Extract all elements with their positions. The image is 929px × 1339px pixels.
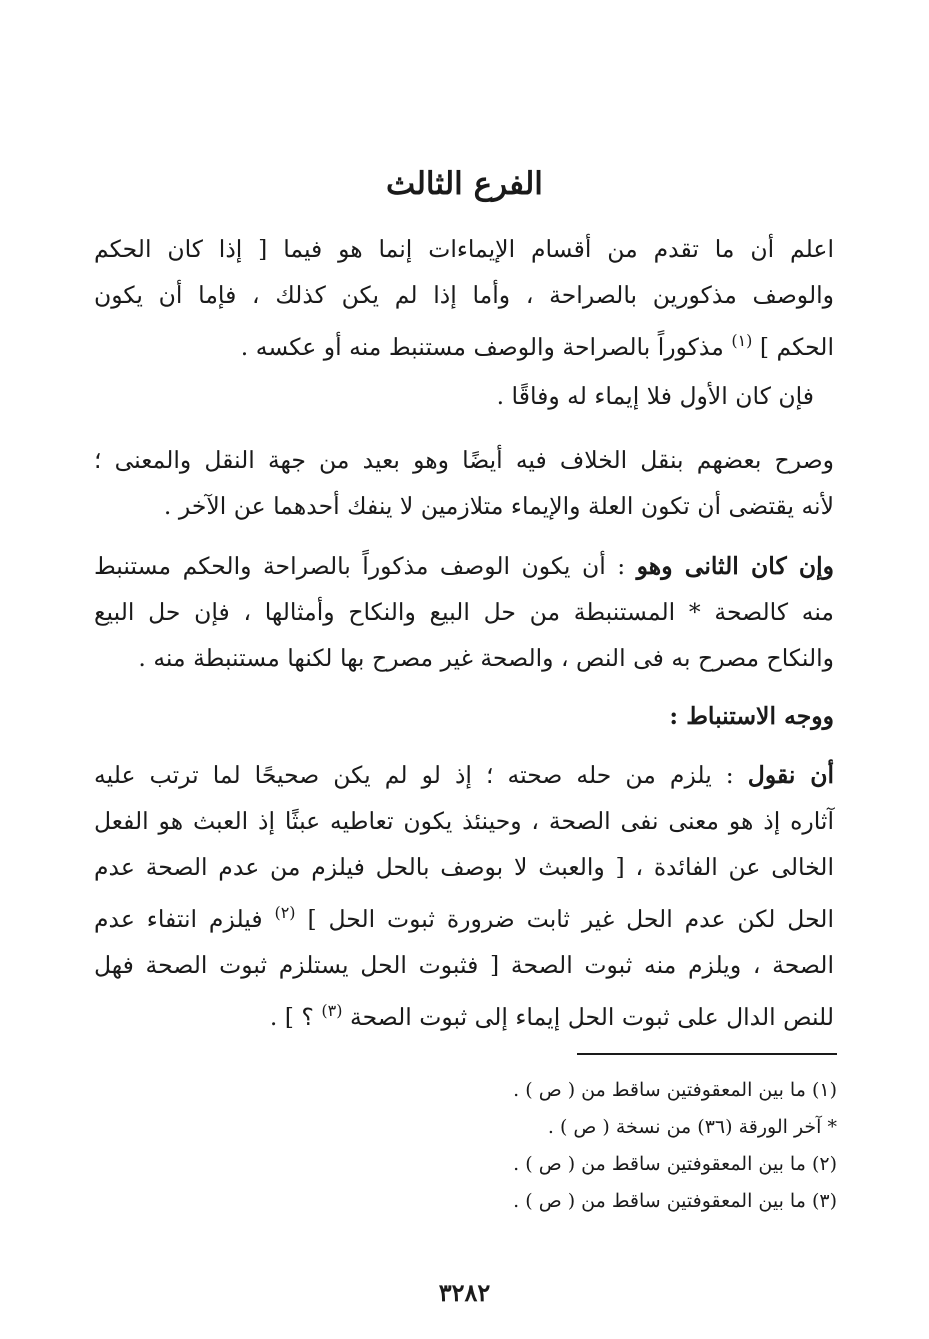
text-line: آثاره إذ هو معنى نفى الصحة ، وحينئذ يكون تعاطيه عبثًا إذ العبث هو الفعل bbox=[94, 807, 834, 835]
text-line bbox=[94, 543, 834, 589]
paragraph-4 bbox=[94, 543, 834, 681]
footnote: (٣) ما بين المعقوفتين ساقط من ( ص ) . bbox=[513, 1190, 837, 1212]
footnote: * آخر الورقة (٣٦) من نسخة ( ص ) . bbox=[547, 1116, 837, 1138]
text-segment: ؟ ] . bbox=[269, 1002, 314, 1031]
text-segment: الحكم ] bbox=[752, 332, 834, 361]
bold-lead: أن نقول bbox=[747, 761, 834, 789]
text-line: لأنه يقتضى أن تكون العلة والإيماء متلازمين لا ينفك أحدهما عن الآخر . bbox=[163, 492, 834, 520]
footnotes bbox=[237, 1072, 837, 1220]
footnote-ref: (٣) bbox=[321, 1000, 343, 1020]
footnote: (٢) ما بين المعقوفتين ساقط من ( ص ) . bbox=[513, 1153, 837, 1175]
text-segment: مذكوراً بالصراحة والوصف مستنبط منه أو عكسه . bbox=[240, 332, 732, 361]
paragraph-6 bbox=[94, 752, 834, 1040]
page-number: ٣٢٨٢ bbox=[438, 1278, 491, 1307]
text-line bbox=[94, 890, 834, 942]
footnote-separator bbox=[577, 1053, 837, 1055]
footnote-ref: (١) bbox=[731, 331, 753, 350]
text-segment: : أن يكون الوصف مذكوراً بالصراحة والحكم مستنبط bbox=[94, 552, 626, 580]
text-line bbox=[94, 988, 834, 1040]
section-title: الفرع الثالث bbox=[386, 166, 543, 202]
subheading-text: ووجه الاستنباط : bbox=[669, 702, 834, 730]
text-segment: الحل لكن عدم الحل غير ثابت ضرورة ثبوت الحل ] bbox=[307, 904, 834, 933]
bold-lead: وإن كان الثانى وهو bbox=[636, 552, 834, 580]
text-line: منه كالصحة * المستنبطة من حل البيع والنكاح وأمثالها ، فإن حل البيع bbox=[94, 598, 834, 626]
text-line: والوصف مذكورين بالصراحة ، وأما إذا لم يكن كذلك ، فإما أن يكون bbox=[94, 281, 834, 309]
text-line: وصرح بعضهم بنقل الخلاف فيه أيضًا وهو بعيد من جهة النقل والمعنى ؛ bbox=[94, 446, 834, 474]
text-line: اعلم أن ما تقدم من أقسام الإيماءات إنما هو فيما [ إذا كان الحكم bbox=[94, 235, 834, 263]
footnote: (١) ما بين المعقوفتين ساقط من ( ص ) . bbox=[513, 1079, 837, 1101]
subheading bbox=[94, 693, 834, 739]
text-line: والنكاح مصرح به فى النص ، والصحة غير مصرح بها لكنها مستنبطة منه . bbox=[138, 644, 834, 672]
text-segment: : يلزم من حله صحته ؛ إذ لو لم يكن صحيحًا لما ترتب عليه bbox=[94, 761, 734, 789]
footnote-ref: (٢) bbox=[274, 903, 296, 922]
text-line: الصحة ، ويلزم منه ثبوت الصحة [ فثبوت الحل يستلزم ثبوت الصحة فهل bbox=[94, 950, 834, 979]
text-segment: للنص الدال على ثبوت الحل إيماء إلى ثبوت الصحة bbox=[349, 1002, 834, 1031]
text-segment: فيلزم انتفاء عدم bbox=[94, 904, 263, 933]
paragraph-3 bbox=[94, 437, 834, 529]
paragraph-2 bbox=[94, 373, 814, 419]
text-line bbox=[94, 752, 834, 798]
text-line: فإن كان الأول فلا إيماء له وفاقًا . bbox=[496, 382, 814, 410]
text-line: الخالى عن الفائدة ، [ والعبث لا بوصف بالحل فيلزم من عدم الصحة عدم bbox=[94, 853, 834, 881]
text-line bbox=[94, 318, 834, 370]
paragraph-1 bbox=[94, 226, 834, 370]
